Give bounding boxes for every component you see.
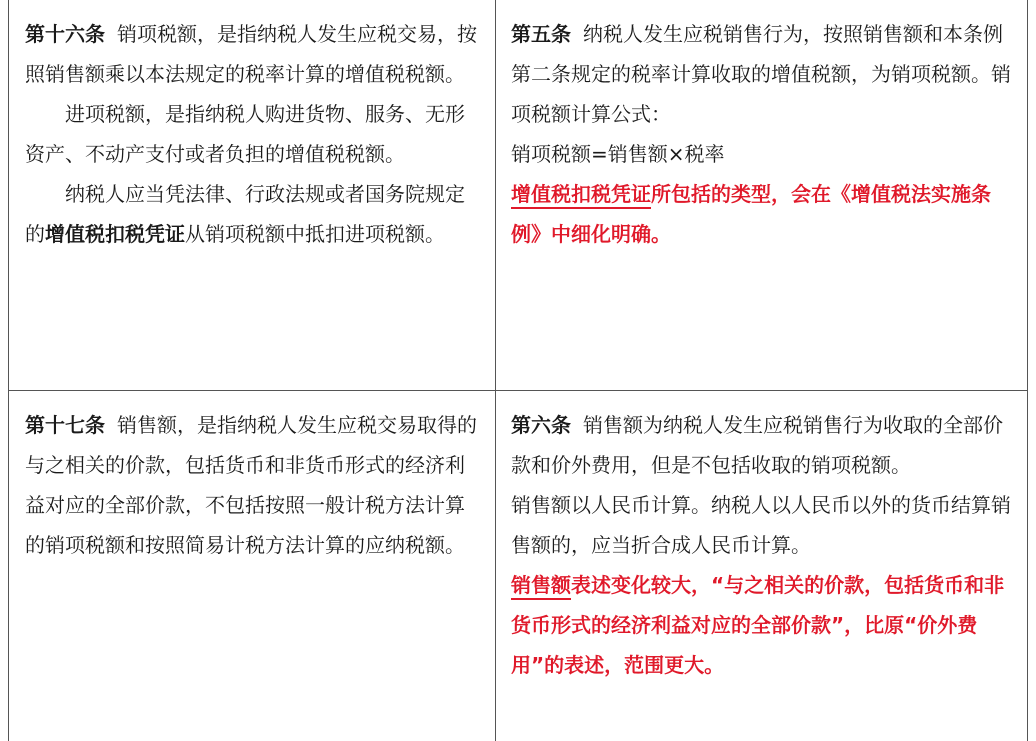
article-paragraph: 纳税人应当凭法律、行政法规或者国务院规定的增值税扣税凭证从销项税额中抵扣进项税额。 — [25, 182, 465, 246]
article-paragraph: 销售额以人民币计算。纳税人以人民币以外的货币结算销售额的，应当折合成人民币计算。 — [511, 493, 1011, 557]
article-paragraph — [25, 14, 481, 94]
underlined-term: 销售额 — [511, 573, 571, 597]
article-text: 销售额为纳税人发生应税销售行为收取的全部价款和价外费用，但是不包括收取的销项税额。 — [511, 413, 1003, 477]
article-text: 纳税人发生应税销售行为，按照销售额和本条例第二条规定的税率计算收取的增值税额，为销项税额。销项税额计算公式： — [511, 22, 1011, 126]
table-row — [9, 390, 1027, 741]
cell-new-law-article-17 — [9, 391, 496, 741]
article-number: 第十六条 — [25, 22, 105, 46]
table-row — [9, 0, 1027, 390]
highlight-note: 增值税扣税凭证所包括的类型，会在《增值税法实施条例》中细化明确。 — [511, 182, 991, 246]
article-text: 销项税额，是指纳税人发生应税交易，按照销售额乘以本法规定的税率计算的增值税税额。 — [25, 22, 477, 86]
underlined-term: 增值税扣税凭证 — [511, 182, 651, 206]
cell-old-regulation-article-5 — [496, 0, 1027, 390]
cell-new-law-article-16 — [9, 0, 496, 390]
article-paragraph: 进项税额，是指纳税人购进货物、服务、无形资产、不动产支付或者负担的增值税税额。 — [25, 102, 465, 166]
formula-line: 销项税额=销售额×税率 — [511, 142, 725, 166]
article-number: 第六条 — [511, 413, 571, 437]
article-paragraph — [25, 405, 481, 565]
article-text: 销售额，是指纳税人发生应税交易取得的与之相关的价款，包括货币和非货币形式的经济利益对应的全部价款，不包括按照一般计税方法计算的销项税额和按照简易计税方法计算的应纳税额。 — [25, 413, 477, 557]
bold-term: 增值税扣税凭证 — [45, 222, 185, 246]
article-paragraph — [511, 405, 1013, 485]
highlight-note: 销售额表述变化较大，“与之相关的价款，包括货币和非货币形式的经济利益对应的全部价款”，比原“价外费用”的表述，范围更大。 — [511, 573, 1005, 677]
article-number: 第五条 — [511, 22, 571, 46]
article-number: 第十七条 — [25, 413, 105, 437]
comparison-table — [8, 0, 1028, 741]
article-paragraph — [511, 14, 1013, 134]
cell-old-regulation-article-6 — [496, 391, 1027, 741]
